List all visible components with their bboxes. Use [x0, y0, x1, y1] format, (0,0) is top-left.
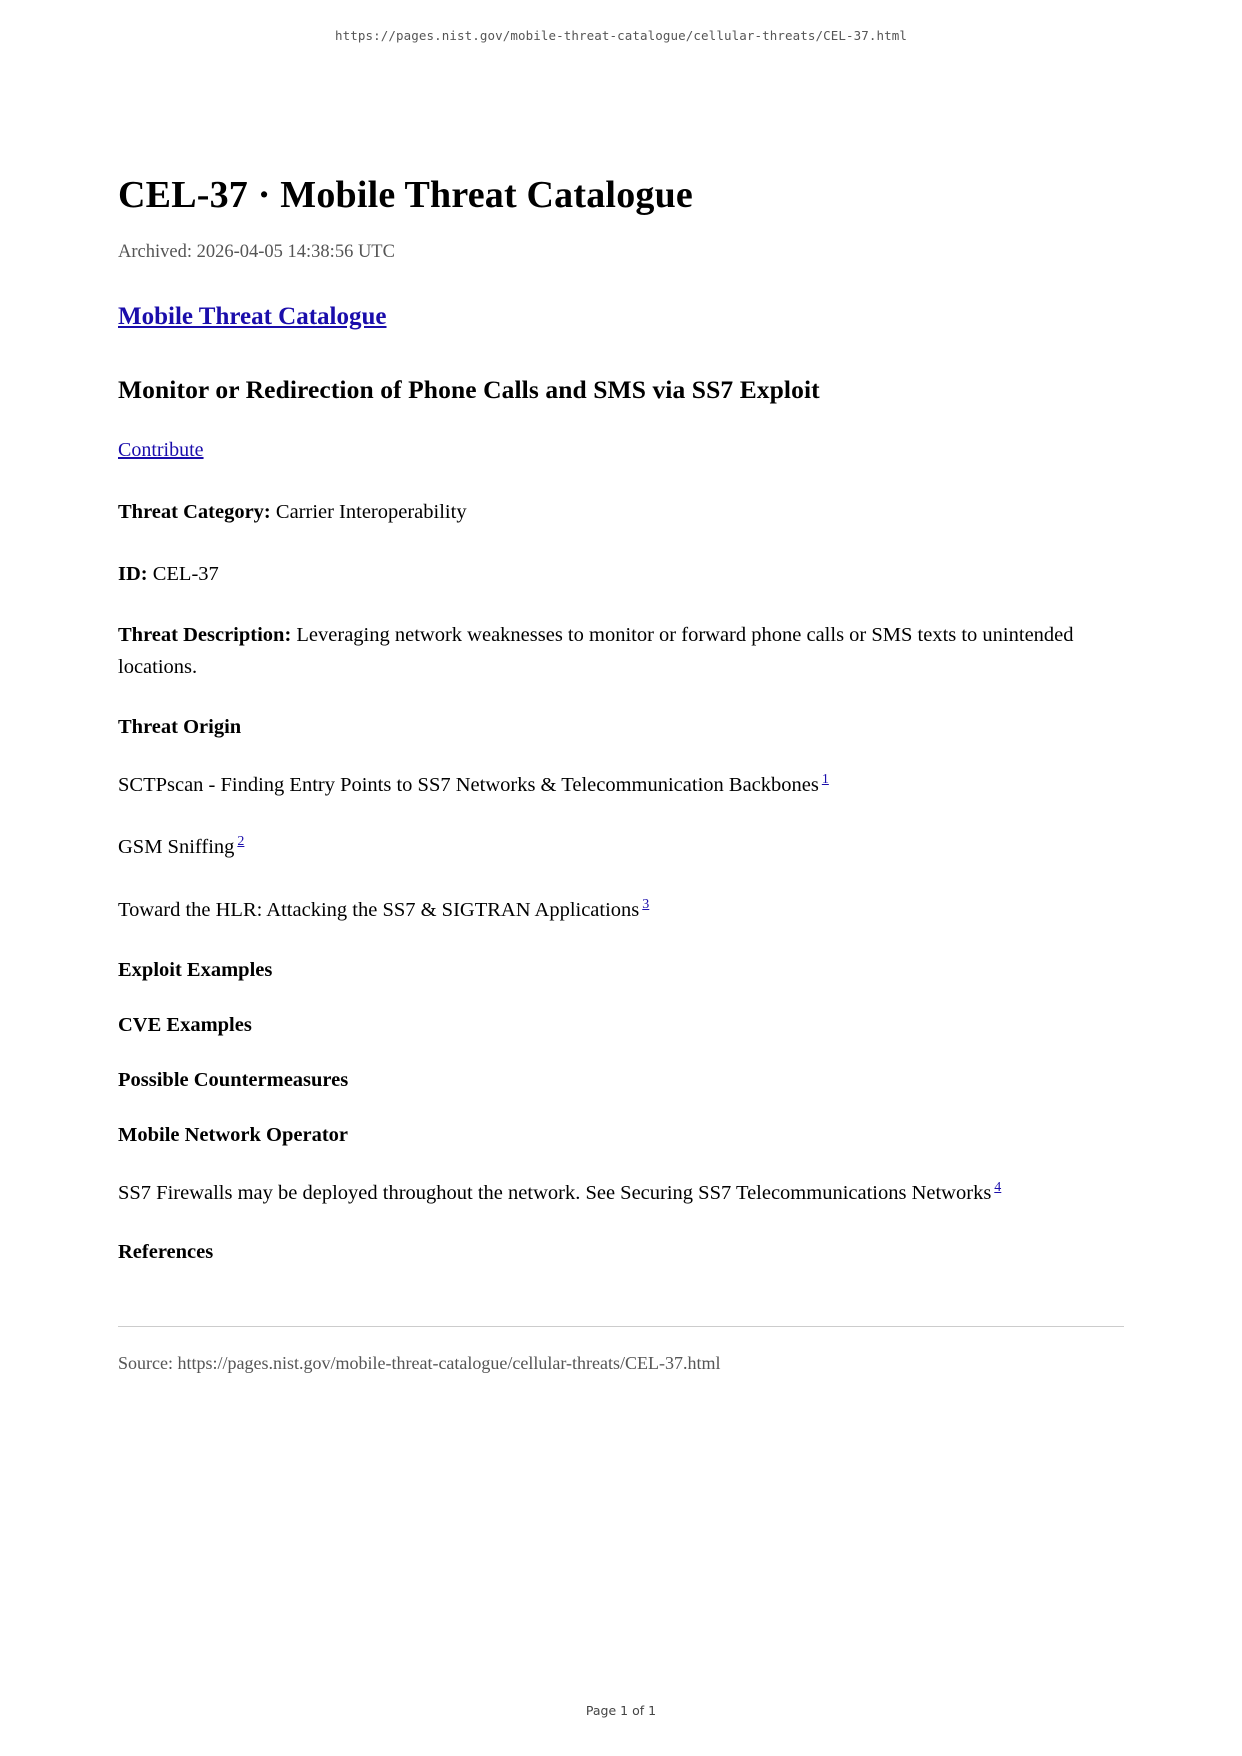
footnote-ref[interactable] [994, 1180, 1001, 1195]
source-line: Source: https://pages.nist.gov/mobile-threat-catalogue/cellular-threats/CEL-37.html [118, 1353, 721, 1374]
site-link-heading [118, 303, 1124, 331]
origin-text: GSM Sniffing [118, 836, 235, 859]
threat-origin-item [118, 769, 1124, 802]
mobile-threat-catalogue-link[interactable]: Mobile Threat Catalogue [118, 303, 387, 330]
origin-text: SCTPscan - Finding Entry Points to SS7 Networks & Telecommunication Backbones [118, 773, 819, 796]
field-value: Carrier Interoperability [270, 500, 467, 523]
footnote-link[interactable]: 3 [642, 897, 650, 913]
mobile-network-operator-heading: Mobile Network Operator [118, 1123, 348, 1146]
url-header: https://pages.nist.gov/mobile-threat-catalogue/cellular-threats/CEL-37.html [335, 28, 907, 43]
field-label: ID: [118, 562, 148, 585]
page-title: CEL-37 · Mobile Threat Catalogue [118, 174, 693, 216]
contribute-paragraph [118, 435, 1124, 467]
field-id [118, 559, 1124, 591]
page-indicator: Page 1 of 1 [585, 1703, 657, 1718]
footnote-link[interactable]: 4 [994, 1179, 1002, 1195]
section-title: Monitor or Redirection of Phone Calls and SMS via SS7 Exploit [118, 375, 820, 404]
field-label: Threat Description: [118, 624, 292, 647]
field-label: Threat Category: [118, 500, 271, 523]
cve-examples-heading: CVE Examples [118, 1013, 252, 1036]
possible-countermeasures-heading: Possible Countermeasures [118, 1068, 349, 1091]
exploit-examples-heading: Exploit Examples [118, 958, 273, 981]
footnote-ref[interactable] [237, 834, 244, 849]
references-heading: References [118, 1241, 214, 1264]
archived-timestamp: Archived: 2026-04-05 14:38:56 UTC [118, 242, 395, 262]
field-value: Leveraging network weaknesses to monitor or forward phone calls or SMS texts to unintended locations. [118, 624, 1074, 679]
mno-paragraph [118, 1177, 1124, 1210]
threat-origin-item [118, 894, 1124, 927]
footnote-ref[interactable] [642, 897, 649, 912]
threat-origin-item [118, 831, 1124, 864]
footnote-ref[interactable] [822, 772, 829, 787]
field-value: CEL-37 [147, 562, 219, 585]
field-threat-description [118, 620, 1124, 684]
footnote-link[interactable]: 2 [237, 834, 245, 850]
field-threat-category [118, 497, 1124, 529]
document-content [0, 173, 1242, 1374]
origin-text: Toward the HLR: Attacking the SS7 & SIGTRAN Applications [118, 898, 640, 921]
threat-origin-heading: Threat Origin [118, 715, 242, 738]
footer-divider [118, 1326, 1124, 1327]
mno-text: SS7 Firewalls may be deployed throughout the network. See Securing SS7 Telecommunications Networks [118, 1181, 992, 1204]
contribute-link[interactable]: Contribute [118, 439, 204, 461]
footnote-link[interactable]: 1 [821, 771, 829, 787]
